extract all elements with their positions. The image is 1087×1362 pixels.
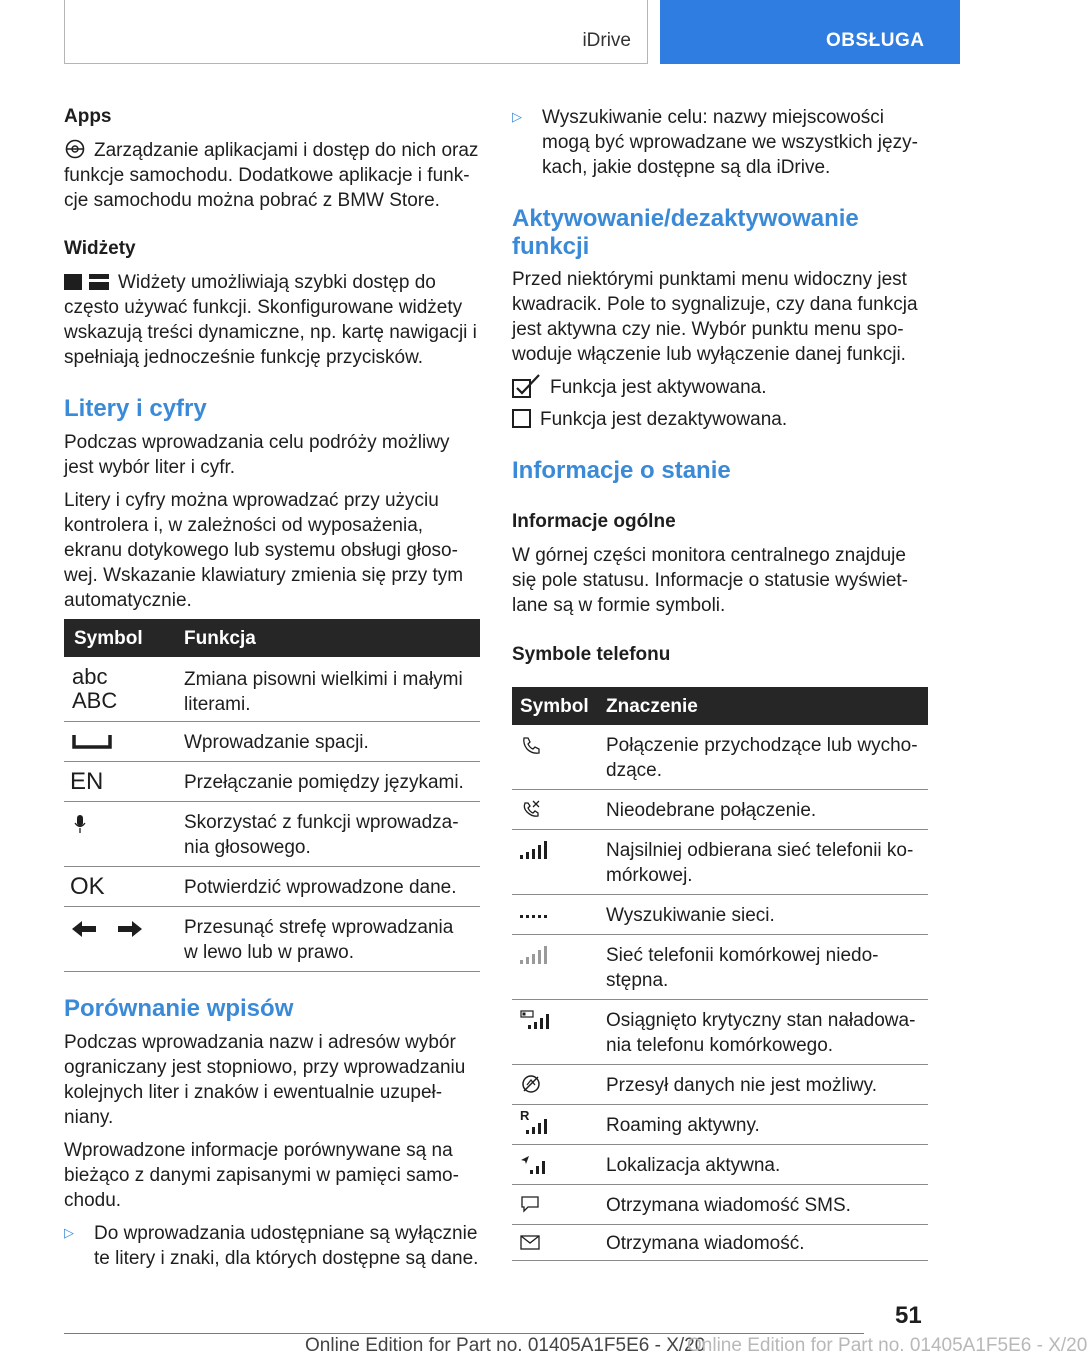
table-row xyxy=(512,790,928,830)
activation-text-line: kwadracik. Pole to sygnalizuje, czy dana funkcja xyxy=(512,294,918,315)
compare-text-line: Wprowadzone informacje porównywane są na xyxy=(64,1140,453,1161)
table-row xyxy=(64,867,480,907)
table-row xyxy=(512,1105,928,1145)
widgets-icon xyxy=(64,272,110,292)
footer-divider xyxy=(64,1333,864,1334)
language-symbol: EN xyxy=(70,768,104,795)
widgets-text-line: spełniają jednocześnie funkcję przycisków. xyxy=(64,347,424,368)
compare-text-line: niany. xyxy=(64,1107,114,1128)
signal-full-icon xyxy=(520,840,548,860)
keyboard-table-header xyxy=(64,619,480,657)
bullet-item xyxy=(64,1221,480,1271)
letters-text-line: ekranu dotykowego lub systemu obsługi głoso- xyxy=(64,540,458,561)
general-info-title: Informacje ogólne xyxy=(512,511,676,532)
table-row xyxy=(512,895,928,935)
location-active-icon xyxy=(520,1155,550,1175)
letters-text-line: Litery i cyfry można wprowadzać przy użyciu xyxy=(64,490,439,511)
table-cell-text: mórkowej. xyxy=(606,865,693,886)
table-row xyxy=(64,762,480,802)
missed-call-icon xyxy=(520,799,542,821)
letters-text-line: jest wybór liter i cyfr. xyxy=(64,457,236,478)
table-cell-text: Zmiana pisowni wielkimi i małymi xyxy=(184,669,463,690)
table-row xyxy=(512,1145,928,1185)
general-text-line: W górnej części monitora centralnego znajduje xyxy=(512,545,906,566)
table-cell-text: Otrzymana wiadomość. xyxy=(606,1233,805,1254)
compare-text-line: chodu. xyxy=(64,1190,122,1211)
table-cell-text: Połączenie przychodzące lub wycho- xyxy=(606,735,918,756)
apps-text-line: cje samochodu można pobrać z BMW Store. xyxy=(64,190,440,211)
header-chapter-title: OBSŁUGA xyxy=(826,30,925,51)
phone-table-header xyxy=(512,687,928,725)
table-cell-text: Przełączanie pomiędzy językami. xyxy=(184,772,464,793)
table-cell-text: Przesunąć strefę wprowadzania xyxy=(184,917,454,938)
table-cell-text: Potwierdzić wprowadzone dane. xyxy=(184,877,457,898)
table-cell-text: Osiągnięto krytyczny stan naładowa- xyxy=(606,1010,916,1031)
table-cell-text: dzące. xyxy=(606,760,662,781)
status-heading: Informacje o stanie xyxy=(512,457,731,484)
signal-unavailable-icon xyxy=(520,945,548,965)
checkbox-checked-icon xyxy=(512,374,542,398)
sms-icon xyxy=(520,1195,542,1213)
apps-text-line: funkcje samochodu. Dodatkowe aplikacje i funk- xyxy=(64,165,470,186)
table-cell-text: w lewo lub w prawo. xyxy=(184,942,355,963)
table-row xyxy=(512,1065,928,1105)
phone-call-icon xyxy=(520,735,542,757)
letters-text-line: wej. Wskazanie klawiatury zmienia się przy tym xyxy=(64,565,464,586)
table-col-meaning: Znaczenie xyxy=(606,696,698,717)
table-row xyxy=(512,725,928,790)
activation-text-line: woduje włączenie lub wyłączenie danej funkcji. xyxy=(512,344,906,365)
letters-heading: Litery i cyfry xyxy=(64,395,207,422)
widgets-title: Widżety xyxy=(64,238,136,259)
table-cell-text: Wyszukiwanie sieci. xyxy=(606,905,775,926)
table-cell-text: Nieodebrane połączenie. xyxy=(606,800,817,821)
table-col-symbol: Symbol xyxy=(74,628,143,649)
microphone-icon xyxy=(74,814,86,834)
roaming-signal-icon xyxy=(526,1117,550,1135)
table-cell-text: nia telefonu komórkowego. xyxy=(606,1035,834,1056)
bullet-text: mogą być wprowadzane we wszystkich języ- xyxy=(542,132,918,153)
compare-text-line: ograniczany jest stopniowo, przy wprowadzaniu xyxy=(64,1057,466,1078)
bullet-item xyxy=(512,105,928,180)
ok-symbol: OK xyxy=(70,873,105,900)
header-chapter-tab xyxy=(660,0,960,64)
bullet-text: te litery i znaki, dla których dostępne są dane. xyxy=(94,1248,479,1269)
activation-off-text: Funkcja jest dezaktywowana. xyxy=(540,409,788,430)
table-row xyxy=(64,722,480,762)
checkbox-unchecked-icon xyxy=(512,409,532,429)
table-row xyxy=(512,1000,928,1065)
letters-text-line: Podczas wprowadzania celu podróży możliwy xyxy=(64,432,450,453)
bullet-triangle-icon: ▷ xyxy=(512,109,522,124)
compare-text-line: Podczas wprowadzania nazw i adresów wybór xyxy=(64,1032,456,1053)
table-row xyxy=(512,935,928,1000)
header-left-box xyxy=(64,0,648,64)
table-cell-text: Najsilniej odbierana sieć telefonii ko- xyxy=(606,840,914,861)
no-data-transfer-icon xyxy=(520,1073,542,1095)
page-number: 51 xyxy=(895,1302,922,1329)
table-row xyxy=(64,657,480,722)
widgets-text-line: często używać funkcji. Skonfigurowane widżety xyxy=(64,297,463,318)
phone-symbols-title: Symbole telefonu xyxy=(512,644,671,665)
battery-low-icon xyxy=(520,1010,550,1030)
table-cell-text: Wprowadzanie spacji. xyxy=(184,732,369,753)
widgets-text-line: Widżety umożliwiają szybki dostęp do xyxy=(118,272,436,293)
watermark-text: Online Edition for Part no. 01405A1F5E6 - X/20 xyxy=(687,1335,1087,1356)
table-col-function: Funkcja xyxy=(184,628,256,649)
activation-text-line: jest aktywna czy nie. Wybór punktu menu spo- xyxy=(512,319,904,340)
activation-on-text: Funkcja jest aktywowana. xyxy=(550,377,767,398)
letters-text-line: automatycznie. xyxy=(64,590,192,611)
table-cell-text: stępna. xyxy=(606,970,669,991)
letters-text-line: kontrolera i, w zależności od wyposażenia, xyxy=(64,515,424,536)
activation-text-line: Przed niektórymi punktami menu widoczny jest xyxy=(512,269,907,290)
table-row xyxy=(512,1185,928,1225)
table-cell-text: Otrzymana wiadomość SMS. xyxy=(606,1195,851,1216)
bullet-text: Wyszukiwanie celu: nazwy miejscowości xyxy=(542,107,884,128)
table-cell-text: Lokalizacja aktywna. xyxy=(606,1155,781,1176)
table-cell-text: nia głosowego. xyxy=(184,837,311,858)
compare-heading: Porównanie wpisów xyxy=(64,995,294,1022)
edition-text: Online Edition for Part no. 01405A1F5E6 - X/20 xyxy=(305,1335,706,1356)
table-row xyxy=(64,907,480,972)
case-upper-label: ABC xyxy=(72,688,118,713)
activation-heading: funkcji xyxy=(512,233,590,260)
case-lower-label: abc xyxy=(72,664,108,689)
roaming-symbol: R xyxy=(520,1108,530,1123)
compare-text-line: bieżąco z danymi zapisanymi w pamięci samo- xyxy=(64,1165,459,1186)
table-cell-text: Sieć telefonii komórkowej niedo- xyxy=(606,945,879,966)
general-text-line: lane są w formie symboli. xyxy=(512,595,726,616)
table-row xyxy=(512,1225,928,1261)
case-toggle-symbol xyxy=(72,665,117,713)
apps-text-line: Zarządzanie aplikacjami i dostęp do nich oraz xyxy=(94,140,479,161)
message-envelope-icon xyxy=(520,1235,542,1251)
table-row xyxy=(512,830,928,895)
bullet-triangle-icon: ▷ xyxy=(64,1225,74,1240)
arrows-left-right-icon xyxy=(72,919,142,939)
compare-text-line: kolejnych liter i znaków i ewentualnie uzupeł- xyxy=(64,1082,443,1103)
table-col-symbol: Symbol xyxy=(520,696,589,717)
table-cell-text: literami. xyxy=(184,694,251,715)
space-icon xyxy=(72,733,112,749)
table-cell-text: Roaming aktywny. xyxy=(606,1115,760,1136)
apps-title: Apps xyxy=(64,106,112,127)
activation-heading: Aktywowanie/dezaktywowanie xyxy=(512,205,859,232)
bullet-text: Do wprowadzania udostępniane są wyłącznie xyxy=(94,1223,478,1244)
widgets-text-line: wskazują treści dynamiczne, np. kartę nawigacji i xyxy=(64,322,477,343)
table-row xyxy=(64,802,480,867)
general-text-line: się pole statusu. Informacje o statusie wyświet- xyxy=(512,570,909,591)
table-cell-text: Przesył danych nie jest możliwy. xyxy=(606,1075,878,1096)
header-section-title: iDrive xyxy=(582,30,631,51)
apps-icon xyxy=(64,138,86,160)
table-cell-text: Skorzystać z funkcji wprowadza- xyxy=(184,812,459,833)
network-search-icon xyxy=(520,911,548,919)
bullet-text: kach, jakie dostępne są dla iDrive. xyxy=(542,157,831,178)
